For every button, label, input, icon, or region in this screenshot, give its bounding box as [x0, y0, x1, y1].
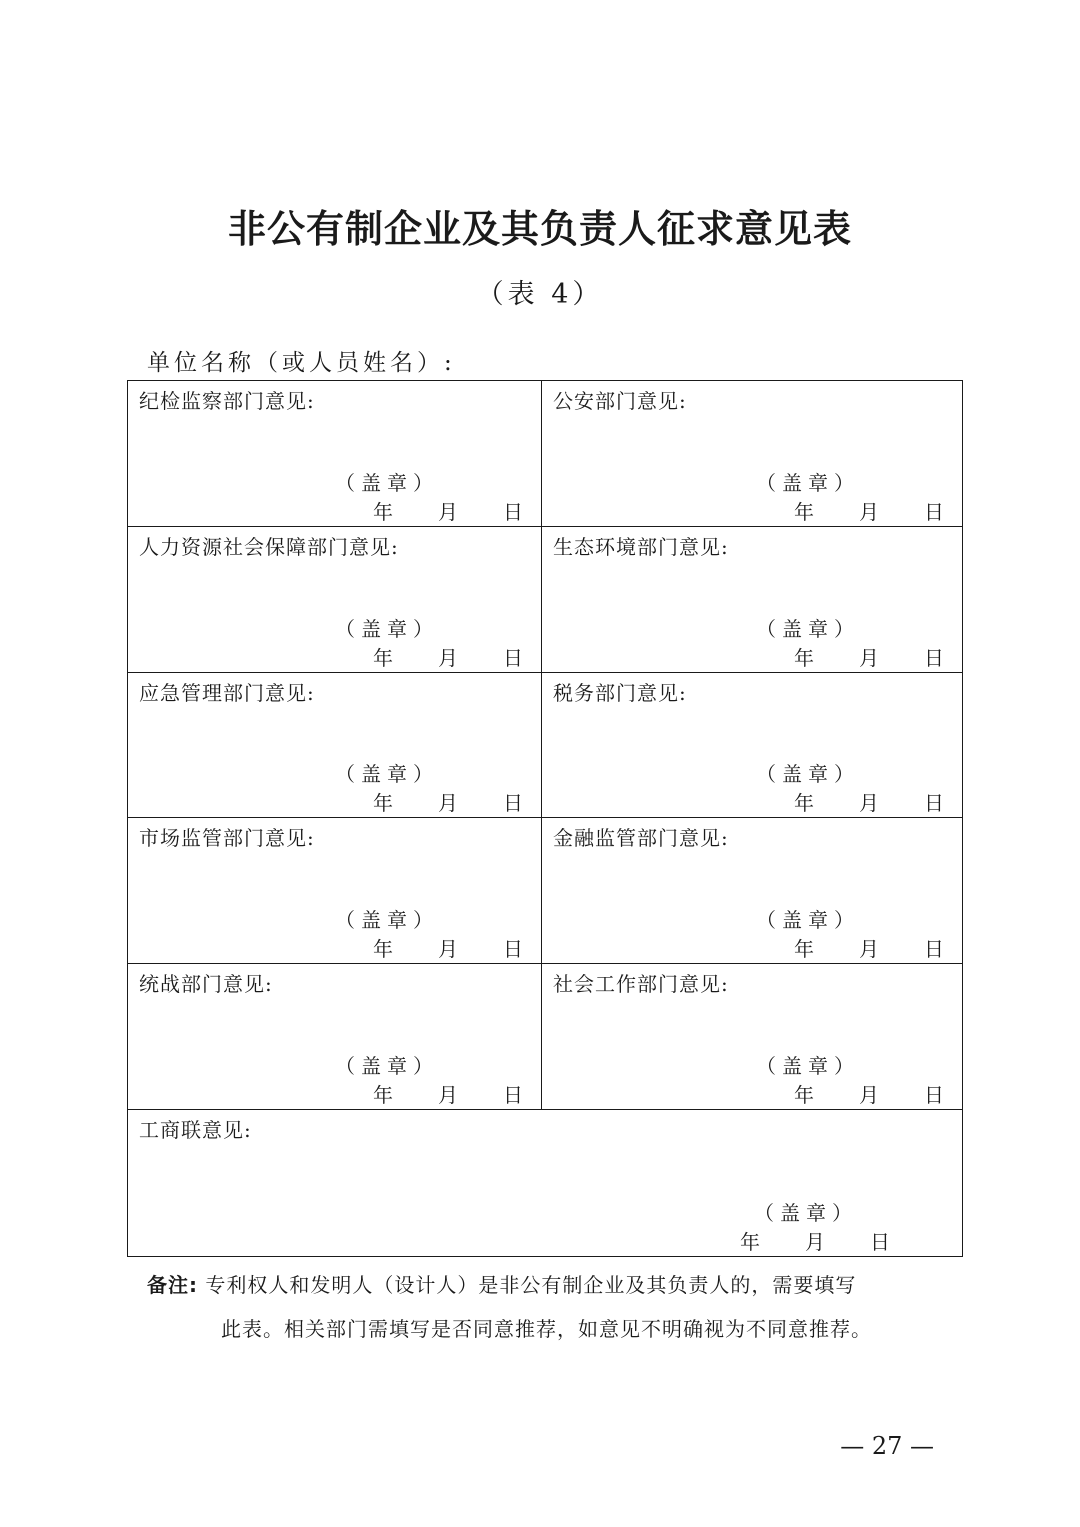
date-year: 年	[794, 645, 814, 670]
seal-label: （盖章）	[754, 1200, 858, 1225]
date-line	[794, 787, 944, 816]
date-year: 年	[373, 645, 393, 670]
date-day: 日	[924, 645, 944, 670]
date-day: 日	[503, 645, 523, 670]
department-label: 生态环境部门意见:	[553, 534, 729, 559]
date-line	[373, 787, 523, 816]
department-label: 人力资源社会保障部门意见:	[139, 534, 399, 559]
date-day: 日	[870, 1229, 890, 1254]
opinion-cell-tax[interactable]	[542, 673, 962, 819]
seal-label: （盖章）	[335, 762, 439, 787]
department-label: 应急管理部门意见:	[139, 680, 315, 705]
seal-label: （盖章）	[756, 1054, 860, 1079]
date-month: 月	[438, 791, 458, 816]
form-subtitle: （表 4）	[476, 279, 604, 310]
date-line	[373, 496, 523, 525]
date-month: 月	[805, 1229, 825, 1254]
unit-name-label: 单位名称（或人员姓名）:	[147, 350, 456, 376]
department-label: 纪检监察部门意见:	[139, 389, 315, 413]
remarks-line-2: 此表。相关部门需填写是否同意推荐，如意见不明确视为不同意推荐。	[221, 1317, 872, 1341]
remarks-line-1: 专利权人和发明人（设计人）是非公有制企业及其负责人的，需要填写	[205, 1273, 857, 1297]
date-year: 年	[373, 499, 393, 524]
remarks-label: 备注:	[147, 1273, 198, 1297]
form-title: 非公有制企业及其负责人征求意见表	[227, 207, 852, 251]
date-year: 年	[794, 1083, 814, 1108]
seal-label: （盖章）	[335, 616, 439, 641]
seal-label: （盖章）	[756, 762, 860, 787]
department-label: 统战部门意见:	[139, 972, 273, 997]
department-label: 社会工作部门意见:	[553, 972, 729, 997]
date-month: 月	[438, 645, 458, 670]
date-year: 年	[373, 1083, 393, 1108]
opinion-cell-discipline[interactable]	[128, 381, 542, 527]
date-day: 日	[503, 1083, 523, 1108]
date-day: 日	[924, 499, 944, 524]
date-year: 年	[794, 937, 814, 962]
date-day: 日	[503, 791, 523, 816]
date-line	[794, 496, 944, 525]
date-month: 月	[438, 937, 458, 962]
department-label: 市场监管部门意见:	[139, 826, 315, 851]
opinion-form-grid	[127, 380, 963, 1257]
date-line	[740, 1226, 890, 1255]
opinion-cell-social-work[interactable]	[542, 964, 962, 1110]
date-year: 年	[740, 1229, 760, 1254]
seal-label: （盖章）	[756, 616, 860, 641]
date-line	[794, 933, 944, 962]
department-label: 公安部门意见:	[553, 389, 687, 413]
date-line	[794, 1079, 944, 1108]
seal-label: （盖章）	[335, 908, 439, 933]
department-label: 工商联意见:	[139, 1118, 252, 1143]
opinion-cell-federation[interactable]	[128, 1110, 962, 1256]
page-number: — 27 —	[840, 1432, 934, 1460]
opinion-cell-ecology[interactable]	[542, 527, 962, 673]
date-year: 年	[794, 499, 814, 524]
date-month: 月	[859, 791, 879, 816]
seal-label: （盖章）	[756, 908, 860, 933]
opinion-cell-public-security[interactable]	[542, 381, 962, 527]
date-line	[794, 642, 944, 671]
seal-label: （盖章）	[335, 470, 439, 495]
department-label: 税务部门意见:	[553, 680, 687, 705]
date-line	[373, 1079, 523, 1108]
department-label: 金融监管部门意见:	[553, 826, 729, 851]
date-year: 年	[373, 937, 393, 962]
date-month: 月	[859, 1083, 879, 1108]
opinion-cell-human-resources[interactable]	[128, 527, 542, 673]
date-year: 年	[373, 791, 393, 816]
date-day: 日	[924, 1083, 944, 1108]
date-day: 日	[924, 791, 944, 816]
date-day: 日	[924, 937, 944, 962]
seal-label: （盖章）	[335, 1054, 439, 1079]
opinion-cell-united-front[interactable]	[128, 964, 542, 1110]
date-month: 月	[438, 1083, 458, 1108]
date-day: 日	[503, 499, 523, 524]
date-day: 日	[503, 937, 523, 962]
opinion-cell-market[interactable]	[128, 818, 542, 964]
date-month: 月	[438, 499, 458, 524]
opinion-cell-finance[interactable]	[542, 818, 962, 964]
date-year: 年	[794, 791, 814, 816]
date-line	[373, 642, 523, 671]
remarks	[147, 1263, 967, 1351]
date-month: 月	[859, 937, 879, 962]
date-month: 月	[859, 645, 879, 670]
date-month: 月	[859, 499, 879, 524]
seal-label: （盖章）	[756, 470, 860, 495]
opinion-cell-emergency[interactable]	[128, 673, 542, 819]
date-line	[373, 933, 523, 962]
